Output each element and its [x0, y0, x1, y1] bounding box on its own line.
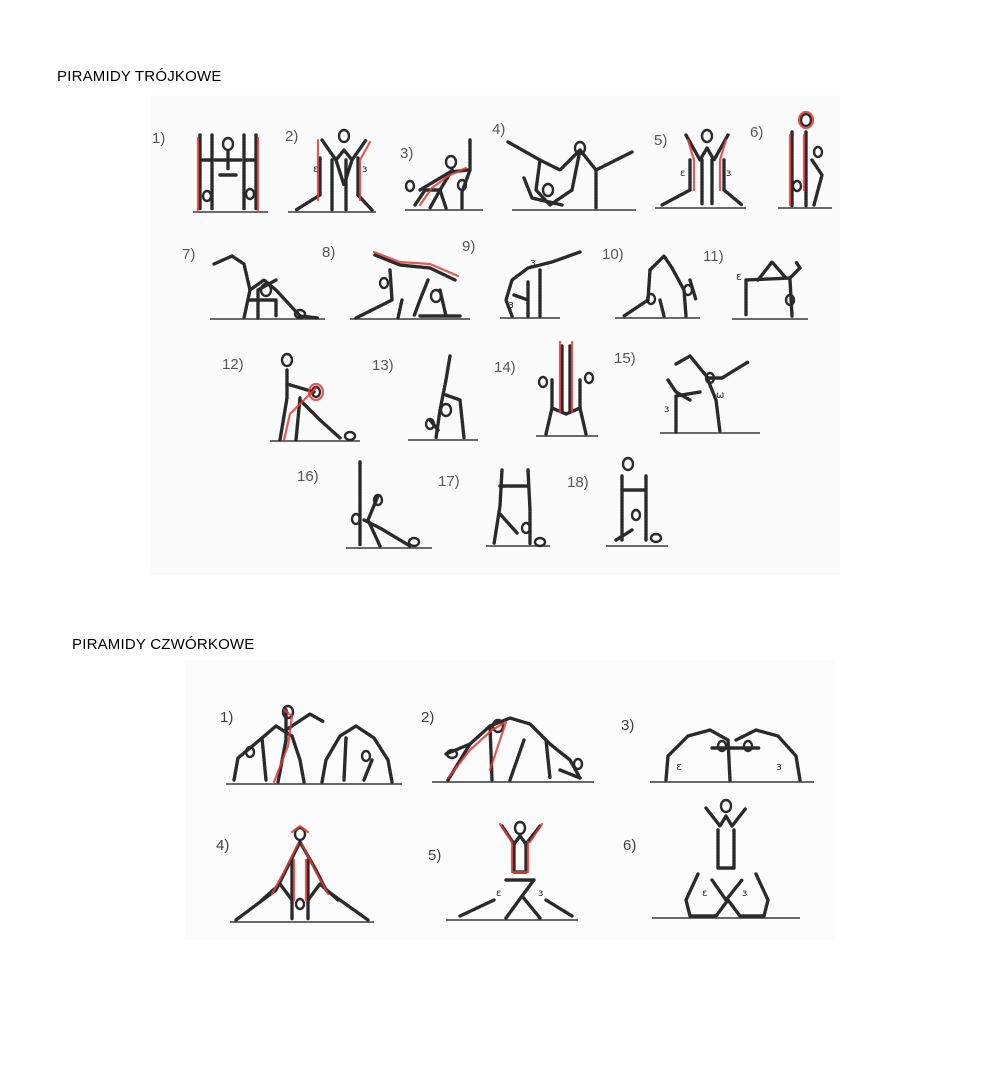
svg-text:з: з — [538, 888, 544, 899]
svg-text:з: з — [742, 888, 748, 899]
pyramid-figure-7 — [210, 256, 325, 319]
pyramid-figure-17 — [486, 470, 550, 546]
svg-text:з: з — [776, 760, 782, 773]
pyramid-figure-4 — [508, 142, 636, 210]
pyramid-figure-2 — [288, 130, 376, 212]
figure-number: 9) — [462, 238, 476, 255]
svg-text:ε: ε — [680, 168, 686, 179]
pyramid-figure-6 — [778, 112, 832, 208]
figure-number: 4) — [492, 121, 506, 138]
figure-number: 7) — [182, 246, 196, 263]
svg-text:ε: ε — [676, 760, 682, 773]
pyramid-figure-14 — [536, 342, 598, 436]
four-pyramid-figure-4 — [230, 826, 374, 922]
four-pyramid-figure-3 — [650, 730, 814, 782]
section-title-three-person-pyramids: PIRAMIDY TRÓJKOWE — [57, 68, 222, 85]
svg-text:ε: ε — [702, 888, 708, 899]
pyramid-figure-1 — [193, 135, 268, 212]
pyramid-figure-10 — [615, 256, 700, 318]
pyramid-figure-18 — [606, 458, 668, 546]
figure-number: 10) — [602, 246, 624, 263]
pyramid-figure-15 — [660, 356, 760, 433]
figure-number: 11) — [703, 248, 724, 265]
scan-background — [185, 660, 835, 940]
four-pyramid-figure-5 — [446, 822, 578, 920]
svg-text:з: з — [362, 164, 368, 175]
figure-number: 15) — [614, 350, 636, 367]
pyramid-figure-9 — [500, 252, 580, 318]
figure-number: 5) — [428, 847, 442, 864]
svg-text:з: з — [664, 404, 670, 415]
pyramid-figure-11 — [732, 262, 808, 319]
figure-number: 2) — [285, 128, 299, 145]
figure-number: 13) — [372, 357, 394, 374]
scan-background — [150, 95, 840, 575]
figure-number: 6) — [623, 837, 637, 854]
pyramid-figure-3 — [405, 140, 483, 210]
pyramid-figure-13 — [408, 356, 478, 440]
figure-number: 17) — [438, 473, 460, 490]
pyramid-figure-8 — [350, 252, 470, 319]
four-pyramid-figure-2 — [432, 718, 594, 782]
figure-number: 5) — [654, 132, 668, 149]
figure-number: 1) — [220, 709, 234, 726]
pyramid-figure-12 — [270, 354, 360, 441]
svg-text:ε: ε — [736, 270, 742, 283]
svg-text:ε: ε — [496, 888, 502, 899]
svg-text:ε: ε — [313, 164, 319, 175]
figure-number: 3) — [400, 145, 414, 162]
pyramid-figure-16 — [346, 462, 432, 548]
svg-text:з: з — [530, 256, 536, 269]
figure-number: 18) — [567, 474, 589, 491]
figure-number: 8) — [322, 244, 336, 261]
svg-text:з: з — [726, 168, 732, 179]
figure-number: 14) — [494, 359, 516, 376]
figure-number: 12) — [222, 356, 244, 373]
pyramid-figure-5 — [655, 130, 746, 208]
figure-number: 4) — [216, 837, 230, 854]
figure-number: 3) — [621, 717, 635, 734]
figure-number: 16) — [297, 468, 319, 485]
figure-number: 2) — [421, 709, 435, 726]
figure-number: 1) — [152, 130, 166, 147]
svg-text:ω: ω — [716, 390, 725, 401]
four-pyramid-figure-6 — [652, 800, 800, 918]
figure-number: 6) — [750, 124, 764, 141]
section-title-four-person-pyramids: PIRAMIDY CZWÓRKOWE — [72, 636, 255, 653]
svg-text:з: з — [508, 298, 514, 311]
four-pyramid-figure-1 — [226, 706, 402, 784]
